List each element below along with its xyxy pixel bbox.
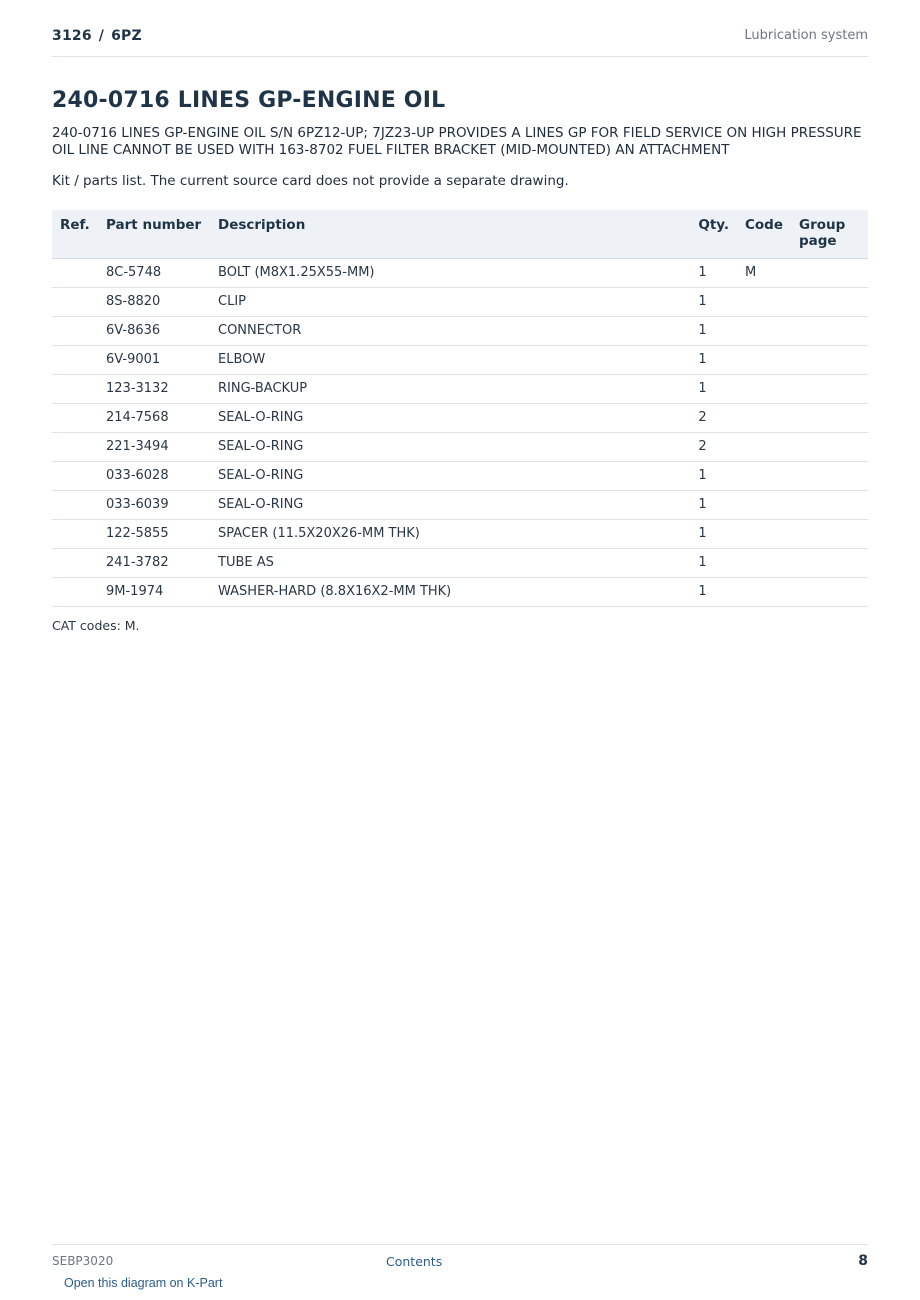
cell-ref: [52, 578, 98, 607]
cell-description: CLIP: [210, 288, 690, 317]
table-row: [52, 549, 868, 578]
cell-ref: [52, 317, 98, 346]
cell-description: SEAL-O-RING: [210, 491, 690, 520]
cell-ref: [52, 288, 98, 317]
footer-doc-id: SEBP3020: [52, 1254, 114, 1268]
cell-group-page: [791, 317, 868, 346]
cell-ref: [52, 549, 98, 578]
main-content: [52, 88, 868, 633]
cell-ref: [52, 346, 98, 375]
cell-ref: [52, 375, 98, 404]
cell-part-number: 033-6028: [98, 462, 210, 491]
header-qty: Qty.: [690, 210, 737, 259]
cat-codes-note: CAT codes: M.: [52, 618, 140, 633]
cell-code: [737, 549, 791, 578]
cell-code: [737, 317, 791, 346]
cell-group-page: [791, 375, 868, 404]
table-row: [52, 317, 868, 346]
header-ref: Ref.: [52, 210, 98, 259]
cell-description: SEAL-O-RING: [210, 404, 690, 433]
parts-list-note: Kit / parts list. The current source card does not provide a separate drawing.: [52, 173, 569, 189]
cell-qty: 1: [690, 375, 737, 404]
cell-group-page: [791, 259, 868, 288]
cell-group-page: [791, 520, 868, 549]
contents-link[interactable]: Contents: [386, 1254, 443, 1269]
cell-part-number: 221-3494: [98, 433, 210, 462]
cell-group-page: [791, 462, 868, 491]
header-description: Description: [210, 210, 690, 259]
cell-group-page: [791, 288, 868, 317]
parts-table-body: [52, 259, 868, 607]
header-model-number: 3126: [52, 28, 92, 44]
cell-qty: 1: [690, 578, 737, 607]
cell-qty: 1: [690, 288, 737, 317]
cell-description: SEAL-O-RING: [210, 433, 690, 462]
open-diagram-link[interactable]: Open this diagram on K-Part: [64, 1276, 223, 1290]
cell-ref: [52, 520, 98, 549]
cell-code: [737, 462, 791, 491]
cell-code: [737, 433, 791, 462]
cell-code: [737, 578, 791, 607]
header-section: Lubrication system: [744, 28, 868, 43]
cell-code: [737, 375, 791, 404]
cell-qty: 2: [690, 433, 737, 462]
cell-part-number: 241-3782: [98, 549, 210, 578]
table-row: [52, 578, 868, 607]
table-row: [52, 375, 868, 404]
cell-group-page: [791, 404, 868, 433]
cell-part-number: 9M-1974: [98, 578, 210, 607]
page-footer: [52, 1244, 868, 1275]
parts-table: [52, 210, 868, 607]
cell-code: M: [737, 259, 791, 288]
table-row: [52, 259, 868, 288]
cell-part-number: 214-7568: [98, 404, 210, 433]
table-row: [52, 346, 868, 375]
cell-qty: 1: [690, 462, 737, 491]
table-row: [52, 462, 868, 491]
parts-table-head: [52, 210, 868, 259]
cell-qty: 1: [690, 491, 737, 520]
table-row: [52, 433, 868, 462]
cell-ref: [52, 433, 98, 462]
group-description: 240-0716 LINES GP-ENGINE OIL S/N 6PZ12-UP; 7JZ23-UP PROVIDES A LINES GP FOR FIELD SERVICE ON HIGH PRESSURE OIL LINE CANNOT BE USED WITH 163-8702 FUEL FILTER BRACKET (MID-MOUNTED) AN ATTACHMENT: [52, 125, 862, 158]
cell-group-page: [791, 549, 868, 578]
cell-part-number: 6V-9001: [98, 346, 210, 375]
header-code: Code: [737, 210, 791, 259]
cell-description: CONNECTOR: [210, 317, 690, 346]
cell-code: [737, 288, 791, 317]
cell-group-page: [791, 491, 868, 520]
cell-ref: [52, 491, 98, 520]
header-group-page: Group page: [791, 210, 868, 259]
cell-ref: [52, 462, 98, 491]
table-row: [52, 491, 868, 520]
cell-qty: 2: [690, 404, 737, 433]
cell-description: RING-BACKUP: [210, 375, 690, 404]
cell-group-page: [791, 346, 868, 375]
cell-part-number: 8S-8820: [98, 288, 210, 317]
header-separator: /: [98, 28, 105, 44]
cell-qty: 1: [690, 317, 737, 346]
cell-group-page: [791, 578, 868, 607]
cell-part-number: 6V-8636: [98, 317, 210, 346]
page-header: [52, 28, 868, 57]
cell-qty: 1: [690, 549, 737, 578]
cell-description: SPACER (11.5X20X26-MM THK): [210, 520, 690, 549]
cell-part-number: 8C-5748: [98, 259, 210, 288]
cell-part-number: 122-5855: [98, 520, 210, 549]
page-title: 240-0716 LINES GP-ENGINE OIL: [52, 88, 446, 113]
cell-code: [737, 520, 791, 549]
cell-part-number: 033-6039: [98, 491, 210, 520]
cell-description: WASHER-HARD (8.8X16X2-MM THK): [210, 578, 690, 607]
cell-qty: 1: [690, 520, 737, 549]
cell-code: [737, 346, 791, 375]
cell-group-page: [791, 433, 868, 462]
cell-description: BOLT (M8X1.25X55-MM): [210, 259, 690, 288]
table-row: [52, 404, 868, 433]
table-row: [52, 288, 868, 317]
cell-part-number: 123-3132: [98, 375, 210, 404]
cell-ref: [52, 404, 98, 433]
table-row: [52, 520, 868, 549]
header-serial-prefix: 6PZ: [111, 28, 142, 44]
page-number: 8: [858, 1253, 868, 1269]
header-model: [52, 28, 142, 44]
cell-qty: 1: [690, 346, 737, 375]
parts-table-header-row: [52, 210, 868, 259]
cell-description: SEAL-O-RING: [210, 462, 690, 491]
cell-qty: 1: [690, 259, 737, 288]
cell-code: [737, 404, 791, 433]
header-part-number: Part number: [98, 210, 210, 259]
cell-description: TUBE AS: [210, 549, 690, 578]
cell-ref: [52, 259, 98, 288]
cell-description: ELBOW: [210, 346, 690, 375]
cell-code: [737, 491, 791, 520]
